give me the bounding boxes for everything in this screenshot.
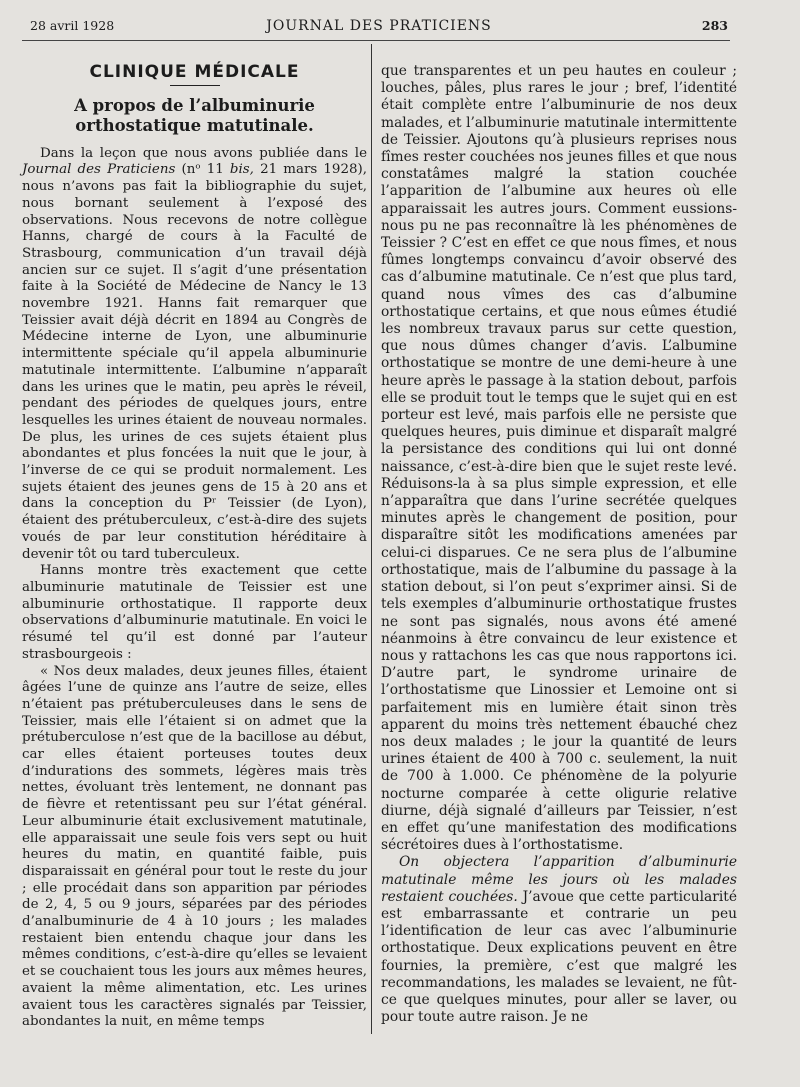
- page-number: 283: [701, 18, 728, 33]
- paragraph-continued: que transparentes et un peu hautes en couleur ; louches, pâles, plus rares le jour ; bref, l’identité était complète entre l’albuminurie de nos deux malades, et l’albuminurie matutinale intermittente de Teissier. Ajoutons qu’à plusieurs reprises nous fîmes rester couchées nos jeunes filles et que nous constatâmes malgré la station couchée l’apparition de l’albumine aux heures où elle apparaissait les autres jours. Comment eussions-nous pu ne pas reconnaître là les phénomènes de Teissier ? C’est en effet ce que nous fîmes, et nous fûmes longtemps convaincu d’avoir observé des cas d’albumine matutinale. Ce n’est que plus tard, quand nous vîmes des cas d’albumine orthostatique certains, et que nous eûmes étudié les nombreux travaux parus sur cette question, que nous dûmes changer d’avis. L’albumine orthostatique se montre de une demi-heure à une heure après le passage à la station debout, parfois elle se produit tout le temps que le sujet qui en est porteur est levé, mais parfois elle ne persiste que quelques heures, puis diminue et disparaît malgré la persistance des conditions qui lui ont donné naissance, c’est-à-dire bien que le sujet reste levé. Réduisons-la à sa plus simple expression, et elle n’apparaîtra que dans l’urine secrétée quelques minutes après le changement de position, pour disparaître sitôt les modifications amenées par celui-ci disparues. Ce ne sera plus de l’albumine orthostatique, mais de l’albumine du passage à la station debout, si l’on peut s’exprimer ainsi. Si de tels exemples d’albuminurie orthostatique frustes ne sont pas signalés, nous avons été amené néanmoins à être convaincu de leur existence et nous y rattachons les cas que nous rapportons ici. D’autre part, le syndrome urinaire de l’orthostatisme que Linossier et Lemoine ont si parfaitement mis en lumière était sinon très apparent du moins très nettement ébauché chez nos deux malades ; le jour la quantité de leurs urines étaient de 400 à 700 c. seulement, la nuit de 700 à 1.000. Ce phénomène de la polyurie nocturne comparée à cette oligurie relative diurne, déjà signalé d’ailleurs par Teissier, n’est en effet qu’une manifestation des modifications sécrétoires dues à l’orthostatisme.: [381, 63, 737, 854]
- paragraph: Dans la leçon que nous avons publiée dans le Journal des Praticiens (nᵒ 11 bis, 21 mars 1928), nous n’avons pas fait la bibliographie du sujet, nous bornant seulement à l’exposé des observations. Nous recevons de notre collègue Hanns, chargé de cours à la Faculté de Strasbourg, communication d’un travail déjà ancien sur ce sujet. Il s’agit d’une présentation faite à la Société de Médecine de Nancy le 13 novembre 1921. Hanns fait remarquer que Teissier avait déjà décrit en 1894 au Congrès de Médecine interne de Lyon, une albuminurie intermittente spéciale qu’il appela albuminurie matutinale intermittente. L’albumine n’apparaît dans les urines que le matin, peu après le réveil, pendant des périodes de quelques jours, entre lesquelles les urines étaient de nouveau normales. De plus, les urines de ces sujets étaient plus abondantes et plus foncées la nuit que le jour, à l’inverse de ce qui se produit normalement. Les sujets étaient des jeunes gens de 15 à 20 ans et dans la conception du Pʳ Teissier (de Lyon), étaient des prétuberculeux, c’est-à-dire des sujets voués de par leur constitution héréditaire à devenir tôt ou tard tuberculeux.: [22, 145, 367, 562]
- paragraph: On objectera l’apparition d’albuminurie matutinale même les jours où les malades restaient couchées. J’avoue que cette particularité est embarrassante et contrarie un peu l’identification de leur cas avec l’albuminurie orthostatique. Deux explications peuvent en être fournies, la première, c’est que malgré les recommandations, les malades se levaient, ne fût-ce que quelques minutes, pour aller se laver, ou pour toute autre raison. Je ne: [381, 854, 737, 1026]
- quote-paragraph: « Nos deux malades, deux jeunes filles, étaient âgées l’une de quinze ans l’autre de seize, elles n’étaient pas prétuberculeuses dans le sens de Teissier, mais elle l’étaient si on admet que la prétuberculose n’est que de la bacillose au début, car elles étaient porteuses toutes deux d’indurations des sommets, légères mais très nettes, évoluant très lentement, ne donnant pas de fièvre et retentissant peu sur l’état général. Leur albuminurie était exclusivement matutinale, elle apparaissait une seule fois vers sept ou huit heures du matin, en quantité faible, puis disparaissait en général pour tout le reste du jour ; elle procédait dans son apparition par périodes de 2, 4, 5 ou 9 jours, séparées par des périodes d’analbuminurie de 4 à 10 jours ; les malades restaient bien entendu chaque jour dans les mêmes conditions, c’est-à-dire qu’elles se levaient et se couchaient tous les jours aux mêmes heures, avaient la même alimentation, etc. Les urines avaient tous les caractères signalés par Teissier, abondantes la nuit, en même temps: [22, 663, 367, 1030]
- section-title: CLINIQUE MÉDICALE: [89, 62, 300, 82]
- page-header: [30, 18, 728, 42]
- italic-lead: On objectera l’apparition d’albuminurie matutinale même les jours où les malades restaient couchées.: [381, 854, 737, 905]
- column-divider: [371, 44, 372, 1034]
- section-rule: [170, 85, 220, 86]
- header-rule: [22, 40, 730, 41]
- journal-title: JOURNAL DES PRATICIENS: [266, 18, 492, 34]
- article-title: A propos de l’albuminurie orthostatique matutinale.: [74, 95, 315, 135]
- issue-date: 28 avril 1928: [30, 18, 115, 33]
- paragraph: Hanns montre très exactement que cette albuminurie matutinale de Teissier est une albuminurie orthostatique. Il rapporte deux observations d’albuminurie matutinale. En voici le résumé tel qu’il est donné par l’auteur strasbourgeois :: [22, 563, 367, 662]
- left-column: [22, 58, 367, 1031]
- right-column: [381, 63, 737, 1026]
- journal-name-italic: Journal des Praticiens: [22, 162, 176, 178]
